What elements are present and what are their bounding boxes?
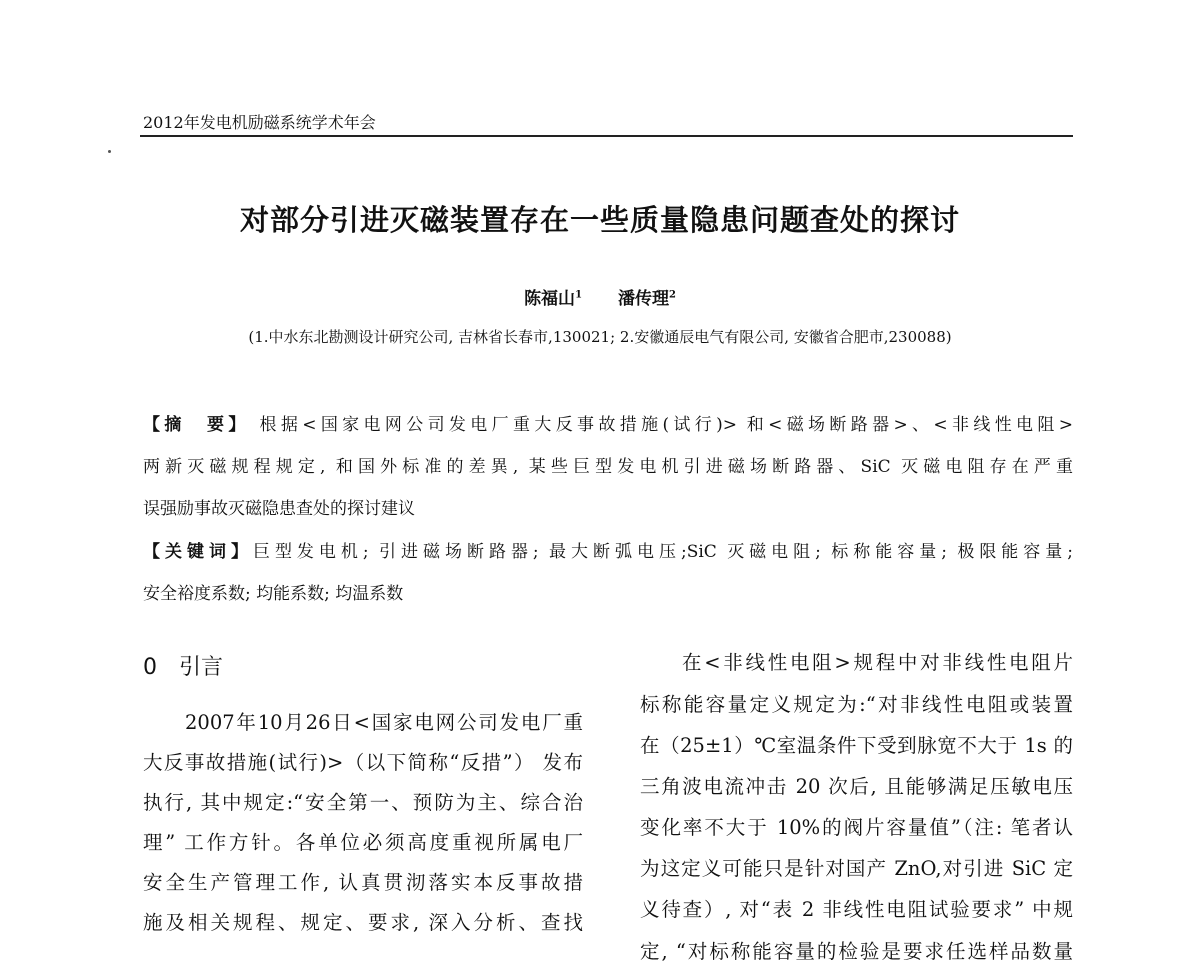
- body-line: 在<非线性电阻>规程中对非线性电阻片: [682, 651, 1073, 674]
- keywords-line: [143, 537, 1073, 562]
- author-name: 陈福山: [524, 289, 576, 309]
- scan-speck: [108, 150, 111, 153]
- keywords-line: 安全裕度系数; 均能系数; 均温系数: [143, 584, 404, 604]
- running-header: 2012年发电机励磁系统学术年会: [143, 113, 376, 132]
- body-line: 执行, 其中规定:“安全第一、预防为主、综合治: [143, 791, 583, 814]
- keywords-label: 【关键词】: [143, 542, 253, 562]
- abstract-line: 两新灭磁规程规定, 和国外标准的差異, 某些巨型发电机引进磁场断路器、SiC 灭磁电阻存在严重: [143, 457, 1073, 477]
- author-affil-mark: 1: [575, 289, 583, 301]
- body-line: 2007年10月26日<国家电网公司发电厂重: [185, 711, 583, 734]
- author-2: [618, 289, 676, 309]
- body-line: 标称能容量定义规定为:“对非线性电阻或装置: [640, 693, 1073, 716]
- keywords-text: 巨型发电机; 引进磁场断路器; 最大断弧电压;SiC 灭磁电阻; 标称能容量; 极限能容量;: [252, 542, 1073, 562]
- author-affil-mark: 2: [668, 289, 676, 301]
- section-heading: [143, 650, 223, 681]
- body-line: 大反事故措施(试行)>（以下简称“反措”） 发布: [143, 751, 583, 774]
- body-line: 在（25±1）℃室温条件下受到脉宽不大于 1s 的: [640, 734, 1073, 757]
- abstract-label: 【摘 要】: [143, 415, 250, 435]
- header-rule: [140, 135, 1073, 137]
- body-line: 理” 工作方针。各单位必须高度重视所属电厂: [143, 831, 583, 854]
- body-line: 定, “对标称能容量的检验是要求任选样品数量: [640, 940, 1073, 963]
- author-name: 潘传理: [617, 289, 669, 309]
- authors: [0, 284, 1200, 309]
- body-line: 为这定义可能只是针对国产 ZnO,对引进 SiC 定: [640, 857, 1073, 880]
- body-line: 安全生产管理工作, 认真贯沏落实本反事故措: [143, 871, 583, 894]
- section-number: 0: [143, 655, 157, 680]
- body-line: 三角波电流冲击 20 次后, 且能够满足压敏电压: [640, 775, 1073, 798]
- paper-title: 对部分引进灭磁装置存在一些质量隐患问题查处的探讨: [239, 203, 960, 237]
- body-line: 变化率不大于 10%的阀片容量值”（注: 笔者认: [640, 816, 1073, 839]
- body-line: 义待查）, 对“表 2 非线性电阻试验要求” 中规: [640, 898, 1073, 921]
- abstract-line: [143, 410, 1073, 435]
- affiliation: (1.中水东北勘测设计研究公司, 吉林省长春市,130021; 2.安徽通辰电气有限公司, 安徽省合肥市,230088): [248, 328, 952, 346]
- abstract-line: 误强励事故灭磁隐患查处的探讨建议: [143, 499, 415, 519]
- body-line: 施及相关规程、规定、要求, 深入分析、查找: [143, 911, 583, 934]
- abstract-text: 根据<国家电网公司发电厂重大反事故措施(试行)> 和<磁场断路器>、<非线性电阻>: [259, 415, 1073, 435]
- author-1: [524, 289, 582, 309]
- section-title: 引言: [179, 655, 224, 680]
